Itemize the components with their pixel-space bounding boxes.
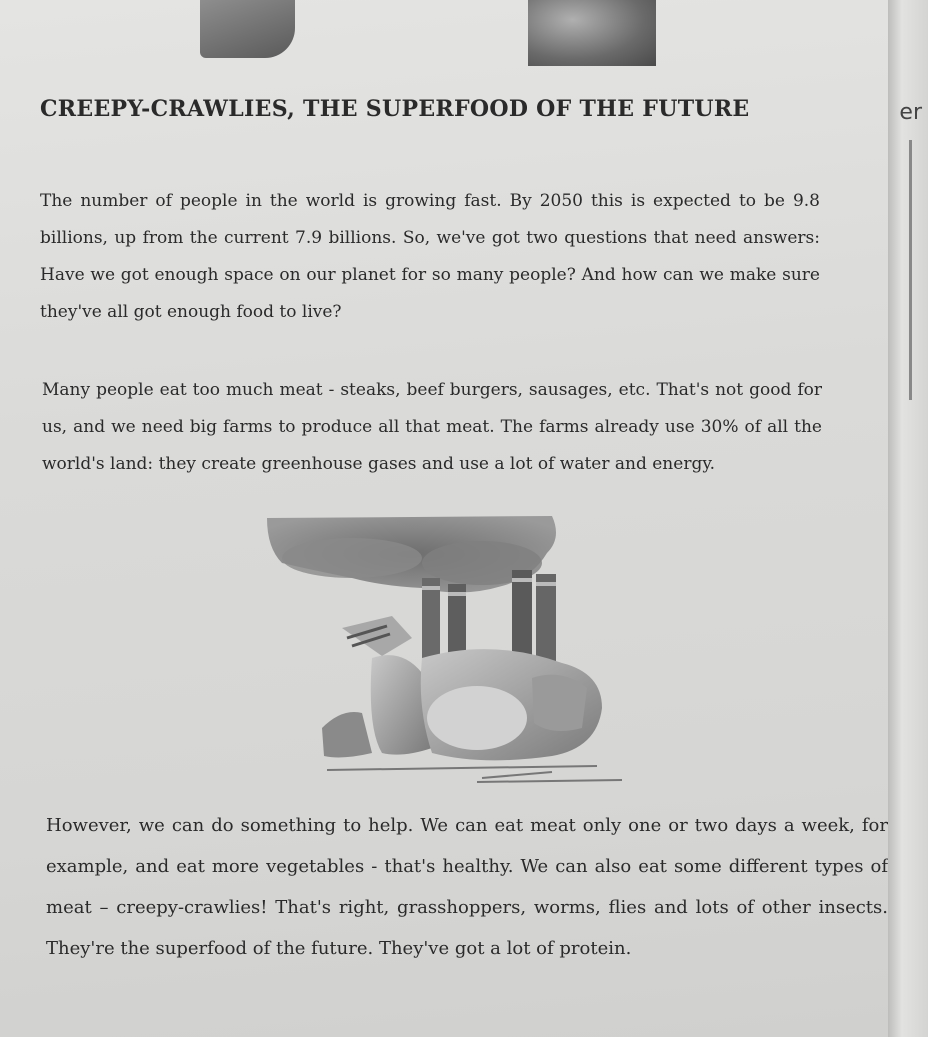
paragraph-1: The number of people in the world is growing fast. By 2050 this is expected to be 9.8 billions, up from the current 7.9 billions. So, we've got two questions that need answers: Have we got enough space on our planet for so many people? And how can we make sure they've all got enough food to live? [40, 191, 820, 322]
ground-lines [327, 766, 622, 782]
side-page-rule [909, 140, 912, 400]
paragraph-2: Many people eat too much meat - steaks, beef burgers, sausages, etc. That's not good for us, and we need big farms to produce all that meat. The farms already use 30% of all the world's land: they create greenhouse gases and use a lot of water and energy. [42, 380, 822, 474]
factory-meat-smoke-illustration [262, 508, 632, 793]
top-photo-left [200, 0, 295, 58]
side-page-fragment: er [899, 100, 922, 125]
article-title: CREEPY-CRAWLIES, THE SUPERFOOD OF THE FUTURE [40, 96, 750, 122]
adjacent-page-edge [888, 0, 928, 1037]
paragraph-3: However, we can do something to help. We can eat meat only one or two days a week, for example, and eat more vegetables - that's healthy. We can also eat some different types of meat – creepy-crawlies! That's right, grasshoppers, worms, flies and lots of other insects. They're the superfood of the future. They've got a lot of protein. [46, 815, 888, 959]
top-photo-right [528, 0, 656, 66]
